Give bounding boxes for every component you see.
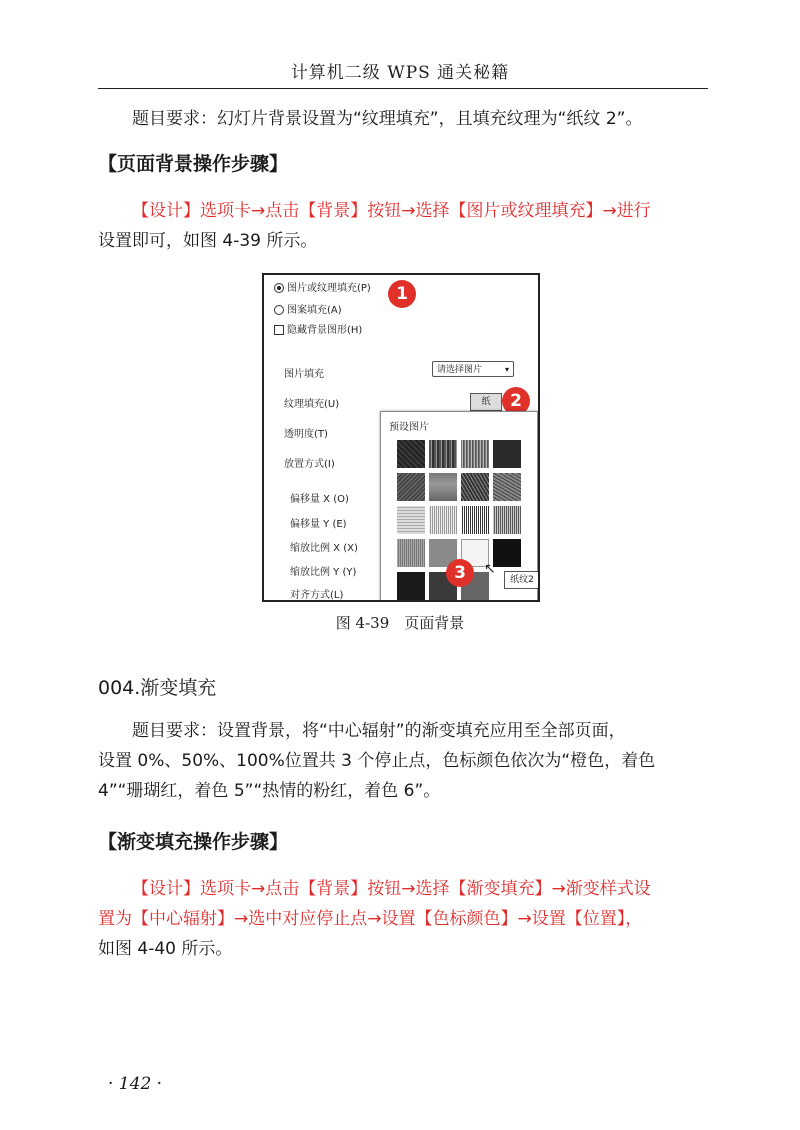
checkbox-hide-background[interactable]: 隐藏背景图形(H)	[274, 321, 362, 336]
radio-pattern[interactable]: 图案填充(A)	[274, 301, 342, 316]
texture-tile[interactable]	[397, 572, 425, 600]
texture-tile[interactable]	[461, 473, 489, 501]
section-heading-gradient-steps: 【渐变填充操作步骤】	[98, 831, 289, 853]
callout-badge-1: 1	[388, 280, 416, 308]
steps-tail-text: 设置即可，如图 4-39 所示。	[98, 231, 318, 251]
label-scale-x: 缩放比例 X (X)	[290, 543, 358, 554]
texture-fill-button[interactable]: 纸	[470, 393, 502, 411]
label-texture-fill: 纹理填充(U)	[284, 399, 340, 410]
requirement-paragraph: 题目要求：幻灯片背景设置为“纹理填充”，且填充纹理为“纸纹 2”。	[132, 109, 643, 129]
header-rule	[98, 88, 708, 89]
texture-tile[interactable]	[429, 440, 457, 468]
label-offset-y: 偏移量 Y (E)	[290, 519, 347, 530]
steps-red-text: 【设计】选项卡→点击【背景】按钮→选择【图片或纹理填充】→进行	[132, 201, 651, 221]
texture-tile[interactable]	[429, 473, 457, 501]
section-heading-page-background: 【页面背景操作步骤】	[98, 153, 289, 175]
steps-gradient-fill	[98, 874, 708, 964]
texture-tile[interactable]	[397, 539, 425, 567]
label-offset-x: 偏移量 X (O)	[290, 494, 349, 505]
running-header: 计算机二级 WPS 通关秘籍	[290, 63, 510, 83]
radio-selected-icon	[274, 283, 284, 293]
popup-title: 预设图片	[389, 422, 429, 433]
gradient-requirement-paragraph	[98, 716, 708, 806]
gradient-steps-red-1: 【设计】选项卡→点击【背景】按钮→选择【渐变填充】→渐变样式设	[132, 879, 651, 899]
mouse-pointer-icon: ↖	[484, 561, 496, 577]
texture-tile[interactable]	[461, 506, 489, 534]
radio-picture-texture[interactable]: 图片或纹理填充(P)	[274, 279, 371, 294]
figure-caption: 图 4-39 页面背景	[335, 614, 465, 632]
texture-tile[interactable]	[397, 440, 425, 468]
texture-tile[interactable]	[493, 506, 521, 534]
gradient-req-line-3: 4”“珊瑚红，着色 5”“热情的粉红，着色 6”。	[98, 781, 441, 801]
callout-badge-2: 2	[502, 387, 530, 415]
label-scale-y: 缩放比例 Y (Y)	[290, 567, 357, 578]
texture-tile[interactable]	[493, 539, 521, 567]
radio-icon	[274, 305, 284, 315]
gradient-req-line-2: 设置 0%、50%、100%位置共 3 个停止点，色标颜色依次为“橙色，着色	[98, 751, 656, 771]
steps-page-background	[98, 196, 708, 256]
texture-tile[interactable]	[493, 473, 521, 501]
label-picture-fill: 图片填充	[284, 369, 324, 380]
label-align: 对齐方式(L)	[290, 590, 344, 601]
label-placement: 放置方式(I)	[284, 459, 335, 470]
texture-tooltip: 纸纹2	[504, 571, 540, 589]
texture-tile[interactable]	[397, 473, 425, 501]
callout-badge-3: 3	[446, 559, 474, 587]
page-number: · 142 ·	[108, 1074, 163, 1094]
checkbox-icon	[274, 325, 284, 335]
gradient-steps-red-2: 置为【中心辐射】→选中对应停止点→设置【色标颜色】→设置【位置】，	[98, 909, 643, 929]
chevron-down-icon: ▾	[504, 365, 509, 374]
texture-tile[interactable]	[493, 440, 521, 468]
label-transparency: 透明度(T)	[284, 429, 328, 440]
texture-tile[interactable]	[397, 506, 425, 534]
gradient-steps-tail: 如图 4-40 所示。	[98, 939, 233, 959]
section-title-gradient-fill: 004.渐变填充	[98, 677, 217, 699]
picture-fill-select[interactable]: 请选择图片 ▾	[432, 361, 514, 377]
gradient-req-line-1: 题目要求：设置背景，将“中心辐射”的渐变填充应用至全部页面，	[132, 721, 626, 741]
figure-4-39	[262, 273, 540, 602]
texture-tile[interactable]	[461, 440, 489, 468]
texture-tile[interactable]	[429, 506, 457, 534]
